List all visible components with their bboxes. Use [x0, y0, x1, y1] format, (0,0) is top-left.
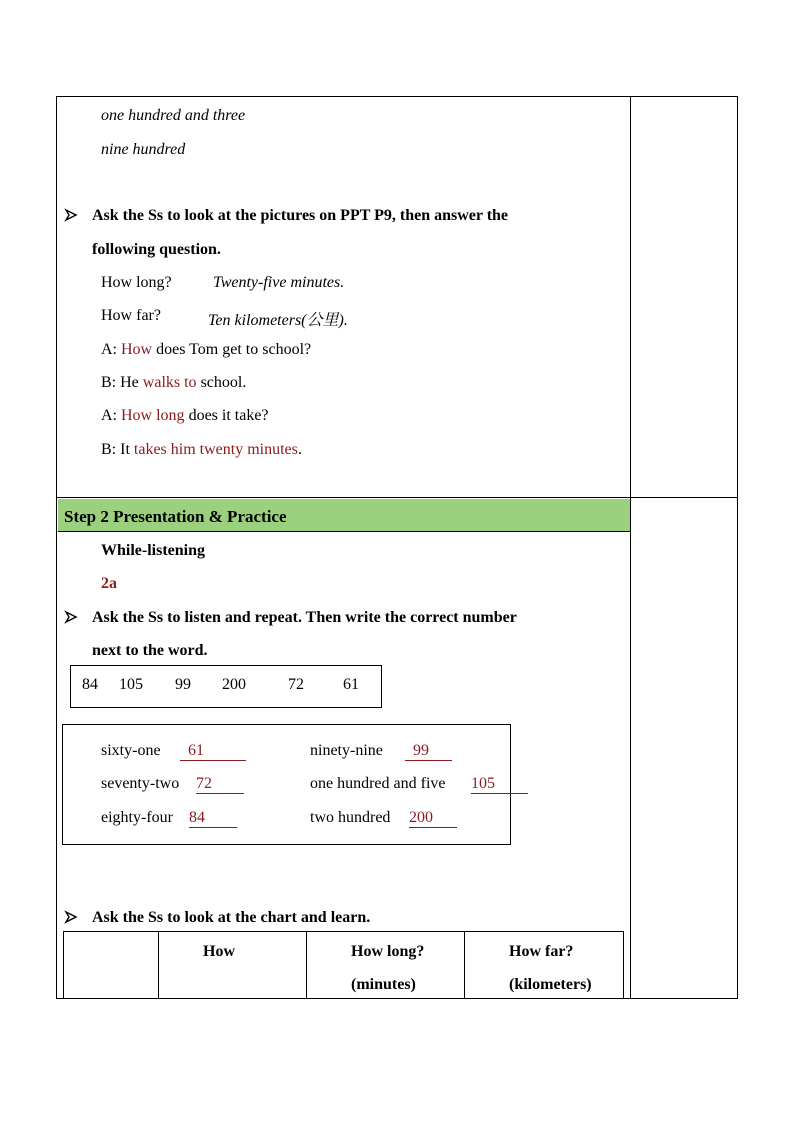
chart-header-how: How	[203, 943, 235, 960]
answer-underline	[409, 827, 457, 828]
chart-table-col1	[158, 931, 159, 999]
dialogue-highlight: takes him twenty minutes	[133, 441, 298, 458]
dialogue-line-2	[101, 374, 246, 392]
answer-word: eighty-four	[101, 809, 173, 826]
number-bank-item: 84	[82, 676, 98, 693]
question-how-far: How far?	[101, 307, 161, 324]
dialogue-prefix: A:	[101, 341, 121, 358]
while-listening-label: While-listening	[101, 542, 206, 559]
dialogue-rest: school.	[196, 374, 247, 391]
answer-underline	[189, 827, 237, 828]
number-bank-item: 99	[175, 676, 191, 693]
dialogue-rest: does it take?	[184, 407, 269, 424]
chart-table-right	[623, 931, 624, 999]
dialogue-highlight: How long	[121, 407, 185, 424]
chart-table-top	[63, 931, 624, 932]
answer-number: 200	[409, 809, 433, 826]
dialogue-rest: .	[297, 441, 302, 458]
step2-header-underline	[58, 531, 630, 532]
dialogue-rest: does Tom get to school?	[152, 341, 312, 358]
answer-word: sixty-one	[101, 742, 161, 759]
answer-how-far: Ten kilometers(公里).	[208, 312, 348, 329]
chart-table-col2	[306, 931, 307, 999]
step2-header-title: Step 2 Presentation & Practice	[64, 507, 287, 526]
number-bank-item: 105	[119, 676, 143, 693]
answer-word: ninety-nine	[310, 742, 383, 759]
answer-underline	[180, 760, 246, 761]
dialogue-line-4	[101, 441, 302, 459]
instruction-listen-line1: Ask the Ss to listen and repeat. Then write the correct number	[92, 609, 517, 626]
number-bank-item: 200	[222, 676, 246, 693]
answer-underline	[471, 793, 528, 794]
dialogue-highlight: How	[121, 341, 153, 358]
number-word-103: one hundred and three	[101, 107, 246, 124]
dialogue-prefix: B: He	[101, 374, 143, 391]
chart-header-how-long: How long?	[351, 943, 425, 960]
dialogue-prefix: B: It	[101, 441, 134, 458]
bullet-arrow-icon	[64, 208, 78, 222]
chart-header-how-far: How far?	[509, 943, 574, 960]
answer-number: 99	[413, 742, 429, 759]
row-divider	[56, 497, 738, 498]
answer-how-long: Twenty-five minutes.	[213, 274, 345, 291]
activity-2a-label: 2a	[101, 575, 117, 592]
bullet-arrow-icon	[64, 910, 78, 924]
number-word-900: nine hundred	[101, 141, 186, 158]
answer-number: 61	[188, 742, 204, 759]
instruction-ppt-line1: Ask the Ss to look at the pictures on PPT P9, then answer the	[92, 207, 509, 224]
answer-number: 105	[471, 775, 495, 792]
column-divider	[630, 96, 631, 999]
number-bank-item: 72	[288, 676, 304, 693]
answer-number: 72	[196, 775, 212, 792]
dialogue-line-3	[101, 407, 269, 425]
question-how-long: How long?	[101, 274, 172, 291]
answer-number: 84	[189, 809, 205, 826]
outer-border-top	[56, 96, 738, 97]
outer-border-right	[737, 96, 738, 999]
chart-header-how-long-unit: (minutes)	[351, 976, 416, 993]
chart-table-left	[63, 931, 64, 999]
number-bank-item: 61	[343, 676, 359, 693]
dialogue-highlight: walks to	[142, 374, 197, 391]
chart-header-how-far-unit: (kilometers)	[509, 976, 592, 993]
outer-border-left	[56, 96, 57, 999]
answer-word: seventy-two	[101, 775, 180, 792]
answer-word: two hundred	[310, 809, 391, 826]
bullet-arrow-icon	[64, 610, 78, 624]
answer-underline	[196, 793, 244, 794]
chart-table-col3	[464, 931, 465, 999]
instruction-ppt-line2: following question.	[92, 241, 221, 258]
answer-underline	[405, 760, 452, 761]
dialogue-prefix: A:	[101, 407, 121, 424]
instruction-chart: Ask the Ss to look at the chart and learn.	[92, 909, 371, 926]
dialogue-line-1	[101, 341, 311, 359]
answer-word: one hundred and five	[310, 775, 446, 792]
instruction-listen-line2: next to the word.	[92, 642, 208, 659]
